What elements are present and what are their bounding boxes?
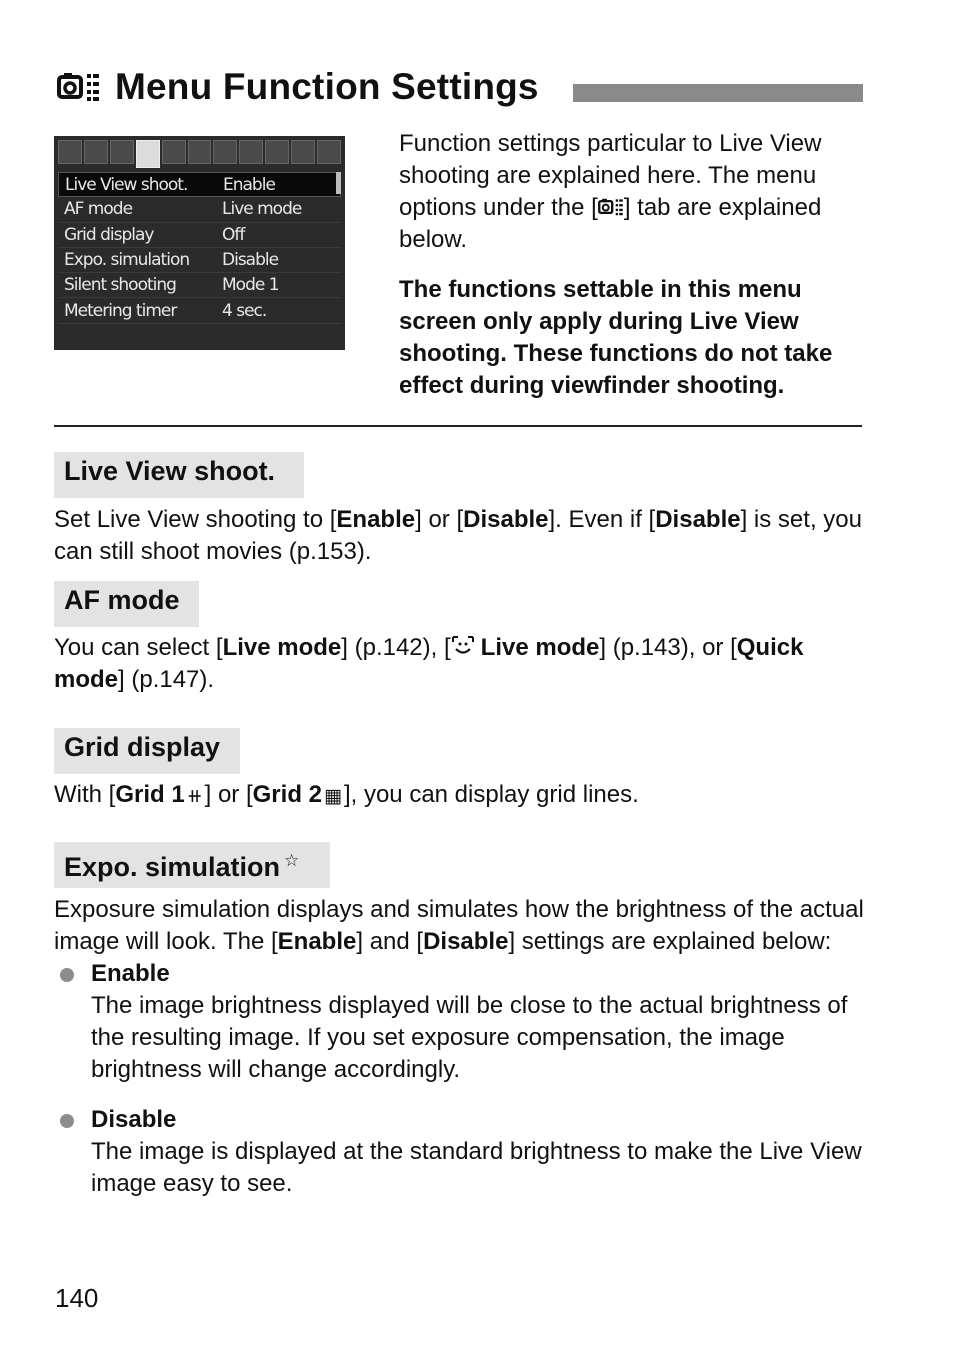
section-heading-live-view: Live View shoot.	[54, 452, 304, 498]
divider-line	[54, 425, 862, 427]
menu-tab-shooting-3	[110, 140, 134, 164]
grid-1-icon: ⧺	[186, 785, 203, 807]
bullet-icon	[60, 968, 74, 982]
menu-tab-setup-1	[213, 140, 237, 164]
menu-tab-shooting-2	[84, 140, 108, 164]
warning-paragraph: The functions settable in this menu screen only apply during Live View shooting. These functions do not take effect during viewfinder shooting.	[399, 276, 833, 399]
section-text-expo-simulation: Exposure simulation displays and simulates how the brightness of the actual image will look. The [Enable] and [Disable] settings are explained below: Enable The image brightness displayed will be close to the actual brightness of the resulting image. If you set exposure compensation, the image brightness will change accordingly. Disable The image is displayed at the standard brightness to make the Live View image easy to see.	[54, 894, 864, 1200]
bullet-icon	[60, 1114, 74, 1128]
intro-paragraph: Function settings particular to Live View shooting are explained here. The menu options under the [ ] tab are explained below.	[399, 130, 822, 253]
menu-tab-shooting-1	[58, 140, 82, 164]
camera-menu-screenshot	[54, 136, 345, 350]
face-detection-icon	[451, 635, 475, 657]
camera-menu-icon	[57, 70, 101, 104]
grid-2-icon: ▦	[324, 785, 342, 807]
menu-tab-live-view	[136, 140, 160, 168]
menu-tab-custom	[291, 140, 315, 164]
menu-tab-playback-2	[188, 140, 212, 164]
list-item: Enable The image brightness displayed will be close to the actual brightness of the resulting image. If you set exposure compensation, the image brightness will change accordingly.	[54, 958, 864, 1086]
camera-menu-row: Grid display Off	[58, 223, 341, 248]
star-icon: ☆	[284, 851, 300, 870]
section-text-grid-display: With [Grid 1 ⧺] or [Grid 2 ▦], you can display grid lines.	[54, 781, 639, 808]
camera-menu-row: Silent shooting Mode 1	[58, 273, 341, 298]
section-text-live-view: Set Live View shooting to [Enable] or [Disable]. Even if [Disable] is set, you can still shoot movies (p.153).	[54, 506, 862, 565]
camera-menu-tabs	[58, 140, 341, 168]
camera-menu-scrollbar	[336, 172, 341, 194]
menu-tab-playback-1	[162, 140, 186, 164]
camera-menu-list	[58, 172, 341, 324]
section-text-af-mode: You can select [Live mode] (p.142), [ Live mode] (p.143), or [Quick mode] (p.147).	[54, 634, 804, 693]
page-title	[57, 64, 539, 110]
menu-tab-my-menu	[317, 140, 341, 164]
camera-menu-row: Metering timer 4 sec.	[58, 298, 341, 323]
page-title-text: Menu Function Settings	[115, 66, 539, 107]
camera-menu-icon	[598, 197, 624, 217]
intro-text	[399, 128, 861, 402]
camera-menu-row: AF mode Live mode	[58, 197, 341, 222]
camera-menu-row: Expo. simulation Disable	[58, 248, 341, 273]
page-number: 140	[55, 1283, 99, 1313]
section-heading-grid-display: Grid display	[54, 728, 240, 774]
section-heading-expo-simulation: Expo. simulation ☆	[54, 842, 330, 888]
menu-tab-setup-3	[265, 140, 289, 164]
list-item: Disable The image is displayed at the standard brightness to make the Live View image easy to see.	[54, 1104, 864, 1200]
camera-menu-row: Live View shoot. Enable	[58, 172, 341, 197]
section-heading-af-mode: AF mode	[54, 581, 199, 627]
title-decoration-bar	[573, 84, 863, 102]
menu-tab-setup-2	[239, 140, 263, 164]
